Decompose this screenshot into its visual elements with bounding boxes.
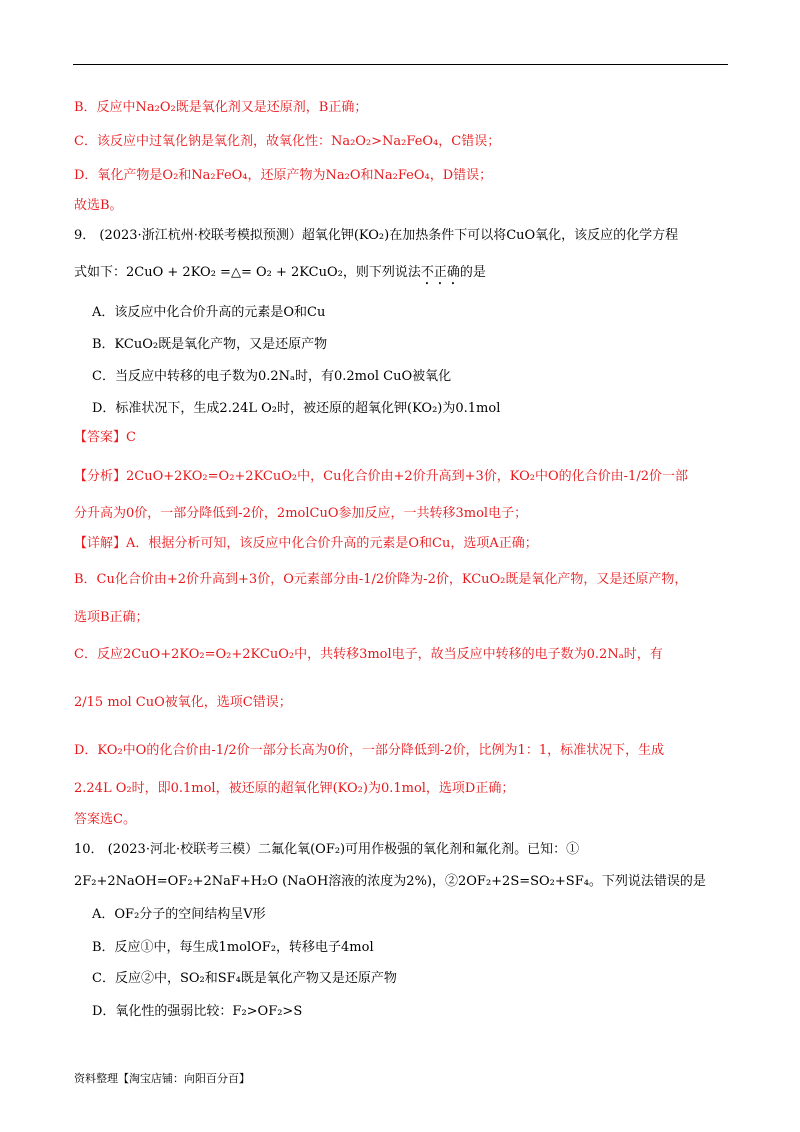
answer-label: 【答案】C	[74, 430, 136, 445]
analysis-line-1: 【分析】2CuO+2KO₂=O₂+2KCuO₂中，Cu化合价由+2价升高到+3价，KO₂中O的化合价由-1/2价一部	[74, 469, 688, 484]
question-9-equation-line	[74, 264, 486, 288]
question-10-equations: 2F₂+2NaOH=OF₂+2NaF+H₂O (NaOH溶液的浓度为2%)，②2OF₂+2S=SO₂+SF₄。下列说法错误的是	[74, 874, 706, 889]
answer-line-d: D．氧化产物是O₂和Na₂FeO₄，还原产物为Na₂O和Na₂FeO₄，D错误；	[74, 168, 493, 183]
detail-line-6: D．KO₂中O的化合价由-1/2价一部分长高为0价，一部分降低到-2价，比例为1：1，标准状况下，生成	[74, 743, 665, 758]
question-9-option-a: A．该反应中化合价升高的元素是O和Cu	[92, 305, 326, 320]
analysis-line-2: 分升高为0价，一部分降低到-2价，2molCuO参加反应，一共转移3mol电子；	[74, 506, 528, 521]
answer-line-c: C．该反应中过氧化钠是氧化剂，故氧化性：Na₂O₂>Na₂FeO₄，C错误；	[74, 134, 501, 149]
question-10-option-c: C．反应②中，SO₂和SF₄既是氧化产物又是还原产物	[92, 971, 397, 986]
question-9-stem-post: ，则下列说法	[342, 265, 421, 280]
question-9-stem: 9． (2023·浙江杭州·校联考模拟预测）超氧化钾(KO₂)在加热条件下可以将CuO氧化，该反应的化学方程	[74, 228, 679, 243]
page-footer: 资料整理【淘宝店铺：向阳百分百】	[74, 1072, 250, 1085]
answer-line-b: B．反应中Na₂O₂既是氧化剂又是还原剂，B正确；	[74, 100, 368, 115]
question-10-option-a: A．OF₂分子的空间结构呈V形	[92, 907, 266, 922]
header-rule	[73, 64, 728, 65]
question-10-option-d: D．氧化性的强弱比较：F₂>OF₂>S	[92, 1004, 303, 1019]
detail-line-1: 【详解】A．根据分析可知，该反应中化合价升高的元素是O和Cu，选项A正确；	[74, 536, 538, 551]
question-9-stem-end: 的是	[459, 265, 486, 280]
question-10-stem: 10． (2023·河北·校联考三模）二氟化氧(OF₂)可用作极强的氧化剂和氟化剂。已知：①	[74, 842, 580, 857]
question-9-option-d: D．标准状况下，生成2.24L O₂时，被还原的超氧化钾(KO₂)为0.1mol	[92, 401, 501, 416]
question-10-option-b: B．反应①中，每生成1molOF₂，转移电子4mol	[92, 940, 374, 955]
detail-line-8: 答案选C。	[74, 812, 136, 827]
detail-line-3: 选项B正确；	[74, 610, 149, 625]
detail-line-5: 2/15 mol CuO被氧化，选项C错误；	[74, 695, 292, 710]
detail-line-7: 2.24L O₂时，即0.1mol，被还原的超氧化钾(KO₂)为0.1mol，选项D正确；	[74, 781, 515, 796]
question-9-option-b: B．KCuO₂既是氧化产物，又是还原产物	[92, 337, 328, 352]
detail-line-4: C．反应2CuO+2KO₂=O₂+2KCuO₂中，共转移3mol电子，故当反应中转移的电子数为0.2Nₐ时，有	[74, 647, 663, 662]
question-9-option-c: C．当反应中转移的电子数为0.2Nₐ时，有0.2mol CuO被氧化	[92, 369, 452, 384]
question-9-emphasis: 不正确	[420, 265, 460, 280]
question-9-stem-pre: 式如下：	[74, 265, 127, 280]
answer-conclusion: 故选B。	[74, 198, 123, 213]
detail-line-2: B．Cu化合价由+2价升高到+3价，O元素部分由-1/2价降为-2价，KCuO₂既是氧化产物，又是还原产物，	[74, 572, 688, 587]
question-9-equation: 2CuO + 2KO₂ =△= O₂ + 2KCuO₂	[126, 265, 343, 280]
